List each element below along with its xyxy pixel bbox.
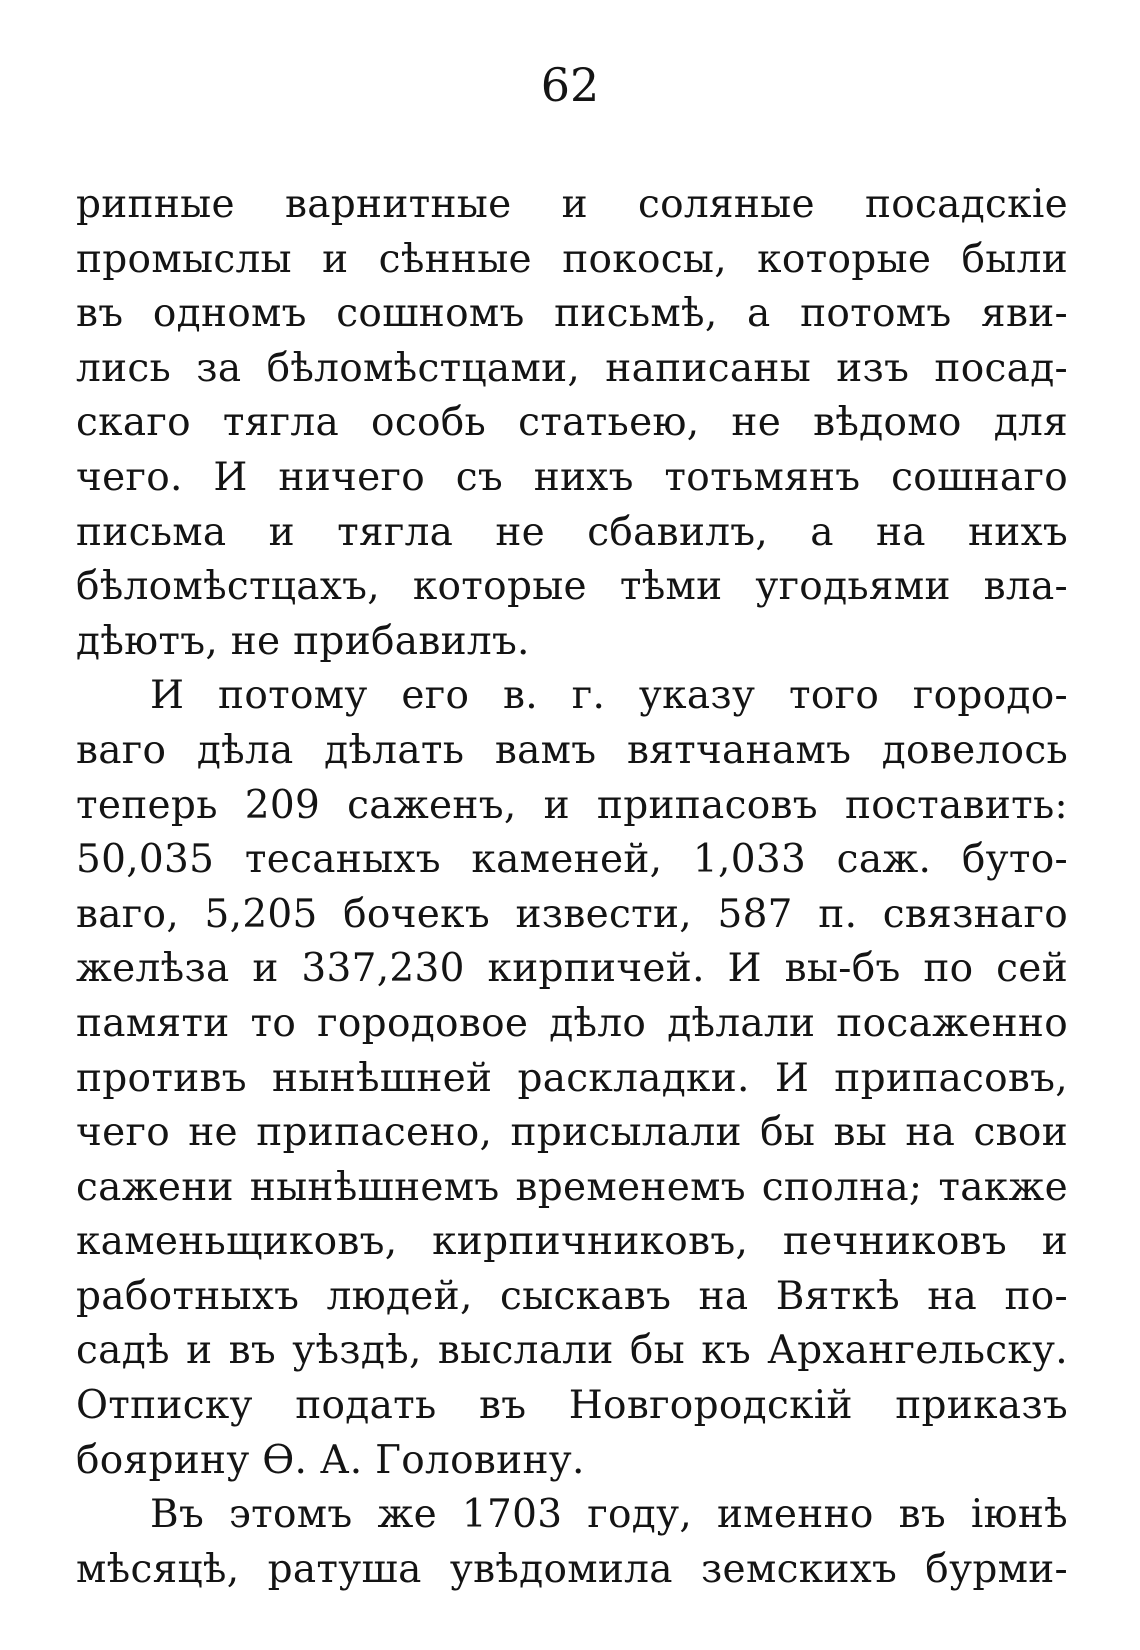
text-line: въ одномъ сошномъ письмѣ, а потомъ яви- [76,291,1068,337]
text-line: работныхъ людей, сыскавъ на Вяткѣ на по- [76,1273,1068,1319]
text-line: ваго, 5,205 бочекъ извести, 587 п. связнаго [76,891,1068,937]
text-line: дѣютъ, не прибавилъ. [76,618,530,664]
text-line: лись за бѣломѣстцами, написаны изъ посад- [76,345,1068,391]
paragraph-start-line: Въ этомъ же 1703 году, именно въ iюнѣ [150,1492,1068,1538]
text-line: каменьщиковъ, кирпичниковъ, печниковъ и [76,1219,1068,1265]
text-line: памяти то городовое дѣло дѣлали посаженно [76,1000,1068,1046]
text-line: желѣза и 337,230 кирпичей. И вы-бъ по сей [76,946,1068,992]
body-text [76,178,1068,1597]
text-line: Отписку подать въ Новгородскiй приказъ [76,1383,1068,1429]
page-number: 62 [540,58,600,112]
text-line: чего не припасено, присылали бы вы на свои [76,1110,1068,1156]
text-line: скаго тягла особь статьею, не вѣдомо для [76,400,1068,446]
paragraph-start-line: И потому его в. г. указу того городо- [150,673,1068,719]
text-line: чего. И ничего съ нихъ тотьмянъ сошнаго [76,454,1068,500]
text-line: ваго дѣла дѣлать вамъ вятчанамъ довелось [76,727,1068,773]
text-line: теперь 209 саженъ, и припасовъ поставить: [76,782,1068,828]
text-line: 50,035 тесаныхъ каменей, 1,033 саж. буто- [76,837,1068,883]
text-line: боярину Ѳ. А. Головину. [76,1437,585,1483]
text-line: садѣ и въ уѣздѣ, выслали бы къ Архангельску. [76,1328,1068,1374]
text-line: письма и тягла не сбавилъ, а на нихъ [76,509,1068,555]
text-line: рипные варнитные и соляные посадскiе [76,182,1068,227]
text-line: сажени нынѣшнемъ временемъ сполна; также [76,1164,1068,1210]
text-line: промыслы и сѣнные покосы, которые были [76,236,1068,282]
text-line: бѣломѣстцахъ, которые тѣми угодьями вла- [76,564,1068,610]
text-line: мѣсяцѣ, ратуша увѣдомила земскихъ бурми- [76,1546,1068,1592]
text-line: противъ нынѣшней раскладки. И припасовъ, [76,1055,1068,1101]
